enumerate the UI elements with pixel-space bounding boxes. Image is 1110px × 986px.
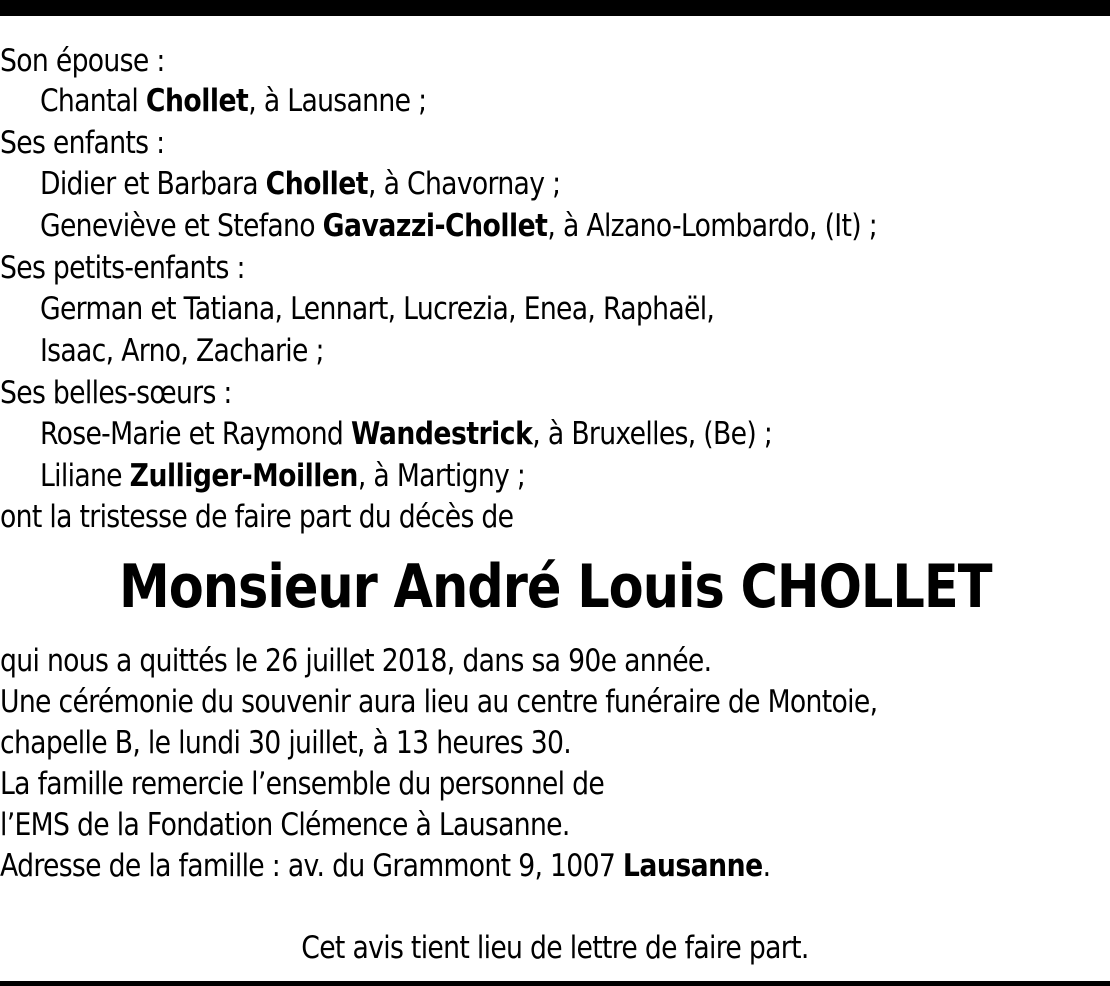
details-line: Une cérémonie du souvenir aura lieu au centre funéraire de Montoie, — [0, 684, 878, 720]
bottom-rule — [0, 981, 1110, 986]
announcement-line: ont la tristesse de faire part du décès de — [0, 499, 514, 535]
address-city: Lausanne — [622, 848, 763, 884]
surname: Chollet — [265, 166, 369, 202]
details-line: l’EMS de la Fondation Clémence à Lausanne. — [0, 807, 570, 843]
sister-in-law-line: Rose-Marie et Raymond Wandestrick, à Bruxelles, (Be) ; — [40, 416, 773, 452]
grandchildren-line: German et Tatiana, Lennart, Lucrezia, Enea, Raphaël, — [40, 291, 715, 327]
details-line: La famille remercie l’ensemble du personnel de — [0, 766, 605, 802]
details-line: qui nous a quittés le 26 juillet 2018, dans sa 90e année. — [0, 643, 712, 679]
sisters-in-law-heading: Ses belles-sœurs : — [0, 375, 232, 411]
child-line: Geneviève et Stefano Gavazzi-Chollet, à Alzano-Lombardo, (It) ; — [40, 208, 878, 244]
surname: Gavazzi-Chollet — [322, 208, 548, 244]
surname: Wandestrick — [350, 416, 533, 452]
address-line: Adresse de la famille : av. du Grammont 9, 1007 Lausanne. — [0, 848, 771, 884]
child-line: Didier et Barbara Chollet, à Chavornay ; — [40, 166, 561, 202]
children-heading: Ses enfants : — [0, 125, 165, 161]
top-rule — [0, 0, 1110, 16]
sister-in-law-line: Liliane Zulliger-Moillen, à Martigny ; — [40, 458, 526, 494]
surname: Zulliger-Moillen — [129, 458, 358, 494]
details-line: chapelle B, le lundi 30 juillet, à 13 heures 30. — [0, 725, 572, 761]
footer-note: Cet avis tient lieu de lettre de faire part. — [301, 930, 809, 966]
grandchildren-line: Isaac, Arno, Zacharie ; — [40, 333, 324, 369]
spouse-line: Chantal Chollet, à Lausanne ; — [40, 83, 427, 119]
spouse-heading: Son épouse : — [0, 43, 165, 79]
surname: Chollet — [145, 83, 249, 119]
deceased-name: Monsieur André Louis CHOLLET — [118, 552, 992, 622]
grandchildren-heading: Ses petits-enfants : — [0, 250, 245, 286]
